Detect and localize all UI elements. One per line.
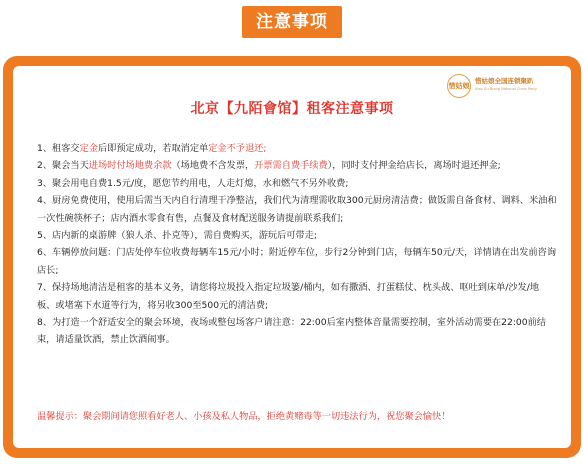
warm-tip: 温馨提示：聚会期间请您照看好老人、小孩及私人物品，拒绝黄赌毒等一切违法行为，祝您聚会愉快！ — [37, 411, 451, 422]
rule-item — [37, 192, 557, 227]
brand-logo — [447, 74, 557, 98]
rule-item — [37, 140, 557, 157]
rule-highlight: 开票需自费手续费 — [254, 160, 328, 172]
rule-item — [37, 157, 557, 174]
rule-text: 6、车辆停放问题：门店处停车位收费每辆车15元/小时；附近停车位，步行2分钟到门店，每辆车50元/天，详情请在出发前咨询店长; — [37, 247, 557, 276]
rule-text: （场地费不含发票， — [171, 160, 255, 172]
notice-title: 北京【九陌會馆】租客注意事项 — [190, 101, 394, 117]
rule-item — [37, 279, 557, 314]
brand-subtitle: Xiao Gu Niang National Chain Party — [475, 87, 537, 91]
brand-name: 惜姑娘全国连锁聚趴 — [475, 77, 534, 85]
rule-text: 4、厨房免费使用，使用后需当天内自行清理干净整洁，我们代为清理需收取300元厨房清洁费；做饭需自备食材、调料、米油和一次性碗筷杯子；店内酒水零食有售，点餐及食材配送服务请提前联系我们; — [37, 195, 557, 224]
rule-text: 8、为打造一个舒适安全的聚会环境，夜场或整包场客户请注意：22:00后室内整体音量需要控制，室外活动需要在22:00前结束，请适量饮酒，禁止饮酒闹事。 — [37, 317, 546, 346]
rule-text: 2、聚会当天 — [37, 160, 89, 172]
rule-text: 1、租客交 — [37, 143, 80, 154]
rule-text: 3、聚会用电自费1.5元/度，愿您节约用电，人走灯熄，水和燃气不另外收费; — [37, 177, 349, 189]
brand-mark-icon: 惜姑娘 — [447, 74, 471, 98]
rule-item — [37, 227, 557, 244]
rule-item — [37, 314, 557, 349]
rule-text: 5、店内新的桌游牌（狼人杀、扑克等），需自费购买，游玩后可带走; — [37, 230, 317, 242]
rule-text: 后即预定成功，若取消定单 — [97, 143, 209, 154]
notice-panel — [13, 66, 571, 448]
page-badge: 注意事项 — [242, 6, 342, 38]
rule-item — [37, 175, 557, 192]
rule-highlight: 进场时付场地费余款 — [88, 160, 172, 172]
rules-list — [37, 140, 557, 349]
rule-text: ），同时支付押金给店长，离场时退还押金; — [327, 160, 501, 172]
rule-highlight: 定金 — [79, 143, 98, 154]
rule-item — [37, 244, 557, 279]
rule-highlight: 定金不予退还; — [208, 143, 267, 154]
rule-text: 7、保持场地清洁是租客的基本义务，请您将垃圾投入指定垃圾篓/桶内，如有撒酒、打蛋糕仗、枕头战、呕吐到床单/沙发/地板、或堵塞下水道等行为，将另收300至500元的清洁费; — [37, 282, 540, 311]
